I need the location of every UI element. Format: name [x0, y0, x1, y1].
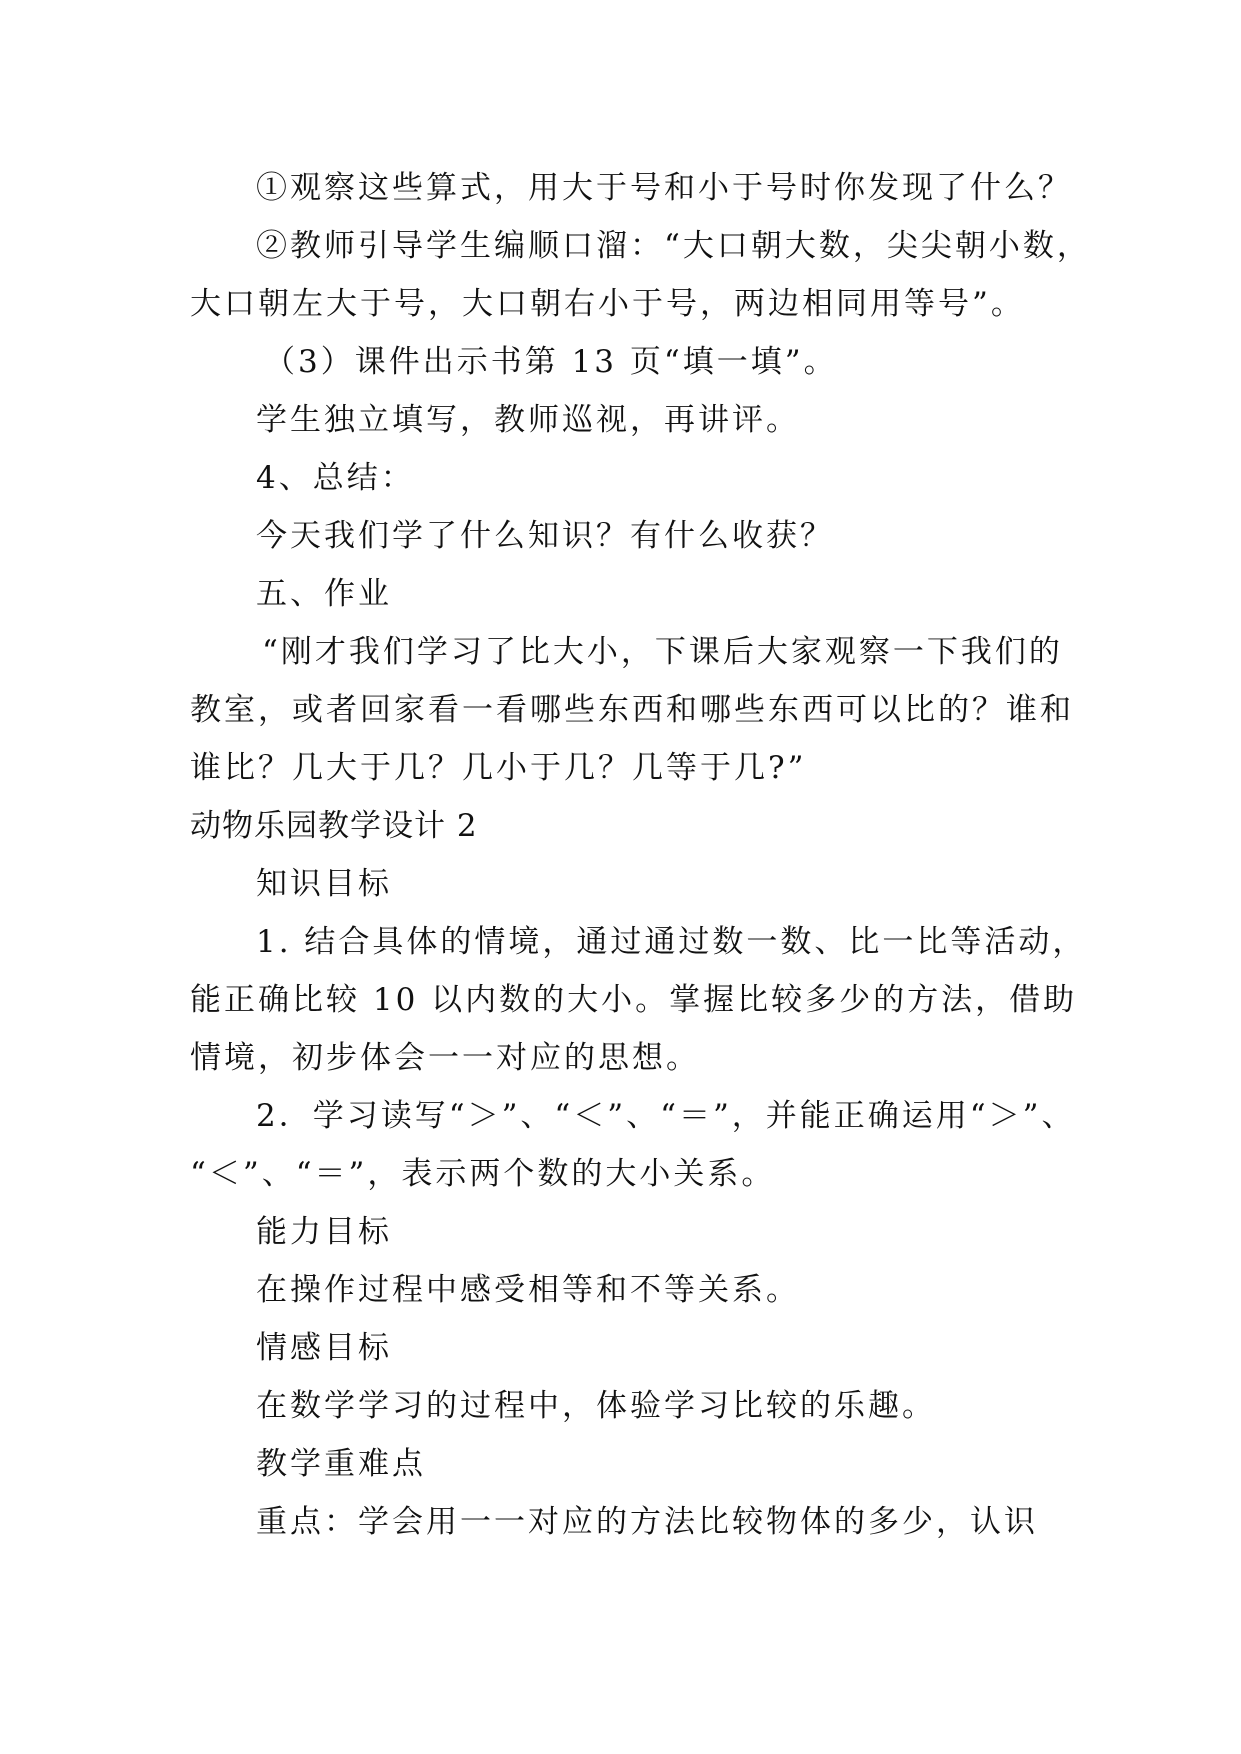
- paragraph-line-9: “刚才我们学习了比大小，下课后大家观察一下我们的: [262, 634, 1063, 670]
- paragraph-line-17: 2．学习读写“＞”、“＜”、“＝”，并能正确运用“＞”、: [256, 1098, 1076, 1134]
- paragraph-line-22: 在数学学习的过程中，体验学习比较的乐趣。: [256, 1388, 936, 1424]
- document-section-title: 动物乐园教学设计 2: [190, 808, 478, 844]
- section-heading-summary: 4、总结：: [256, 460, 415, 496]
- paragraph-line-24: 重点：学会用一一对应的方法比较物体的多少，认识: [256, 1504, 1038, 1540]
- paragraph-line-1: ①观察这些算式，用大于号和小于号时你发现了什么？: [256, 170, 1072, 206]
- paragraph-line-3: 大口朝左大于号，大口朝右小于号，两边相同用等号”。: [190, 286, 1025, 322]
- paragraph-line-20: 在操作过程中感受相等和不等关系。: [256, 1272, 800, 1308]
- paragraph-line-11: 谁比？几大于几？几小于几？几等于几?”: [190, 750, 807, 786]
- paragraph-line-15: 能正确比较 10 以内数的大小。掌握比较多少的方法，借助: [190, 982, 1078, 1018]
- paragraph-line-7: 今天我们学了什么知识？有什么收获？: [256, 518, 834, 554]
- section-heading-homework: 五、作业: [256, 576, 392, 612]
- heading-ability-goal: 能力目标: [256, 1214, 392, 1250]
- paragraph-line-2: ②教师引导学生编顺口溜：“大口朝大数，尖尖朝小数，: [256, 228, 1091, 264]
- heading-key-difficulties: 教学重难点: [256, 1446, 426, 1482]
- paragraph-line-14: 1. 结合具体的情境，通过通过数一数、比一比等活动，: [256, 924, 1087, 960]
- paragraph-line-18: “＜”、“＝”，表示两个数的大小关系。: [190, 1156, 776, 1192]
- paragraph-line-4: （3）课件出示书第 13 页“填一填”。: [264, 344, 838, 380]
- paragraph-line-10: 教室，或者回家看一看哪些东西和哪些东西可以比的？谁和: [190, 692, 1074, 728]
- heading-emotion-goal: 情感目标: [256, 1330, 392, 1366]
- heading-knowledge-goal: 知识目标: [256, 866, 392, 902]
- paragraph-line-16: 情境，初步体会一一对应的思想。: [190, 1040, 700, 1076]
- paragraph-line-5: 学生独立填写，教师巡视，再讲评。: [256, 402, 800, 438]
